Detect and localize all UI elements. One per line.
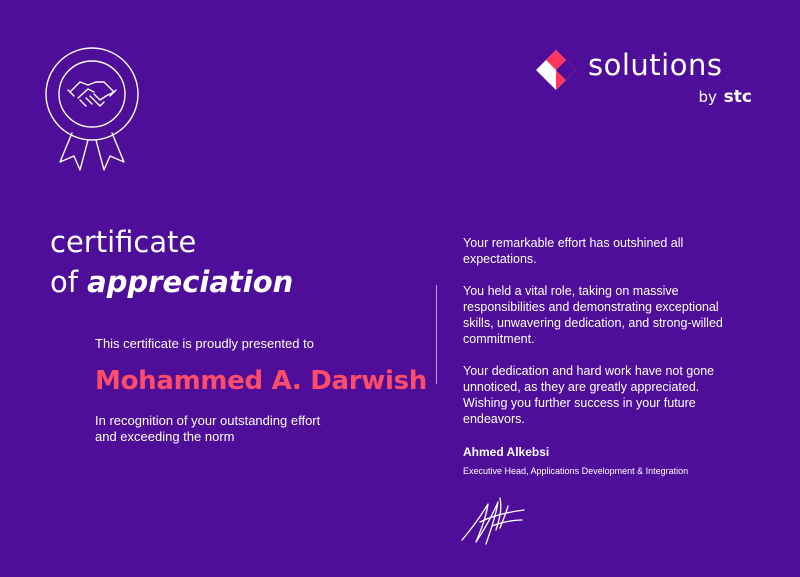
recipient-name: Mohammed A. Darwish: [95, 366, 427, 396]
brand-logo: [536, 48, 756, 108]
presented-text: This certificate is proudly presented to: [95, 336, 314, 351]
message-paragraph: Your remarkable effort has outshined all expectations.: [463, 236, 684, 266]
handshake-ribbon-icon: [44, 42, 154, 177]
logo-wordmark: solutions: [588, 48, 723, 82]
certificate-title-line1: certificate: [50, 225, 197, 259]
certificate-title-line2: [50, 263, 293, 301]
message-paragraph: Your dedication and hard work have not gone unnoticed, as they are greatly appreciated. Wishing you further success in your future endeavors.: [463, 364, 715, 426]
title-emphasis: appreciation: [87, 265, 294, 299]
signer-title: Executive Head, Applications Development & Integration: [463, 466, 689, 476]
logo-by-brand: stc: [723, 87, 752, 107]
vertical-divider: [436, 285, 437, 384]
logo-by-line: [698, 87, 752, 107]
message-paragraph: You held a vital role, taking on massive responsibilities and demonstrating exceptional skills, unwavering dedication, and strong-willed commitment.: [463, 284, 723, 346]
title-prefix: of: [50, 265, 78, 299]
logo-by-text: by: [698, 88, 717, 106]
appreciation-message: [463, 235, 738, 443]
signer-name: Ahmed Alkebsi: [463, 445, 550, 459]
signature-icon: [456, 486, 536, 548]
diamond-logo-icon: [536, 50, 580, 90]
recognition-text: In recognition of your outstanding effort and exceeding the norm: [95, 413, 321, 444]
